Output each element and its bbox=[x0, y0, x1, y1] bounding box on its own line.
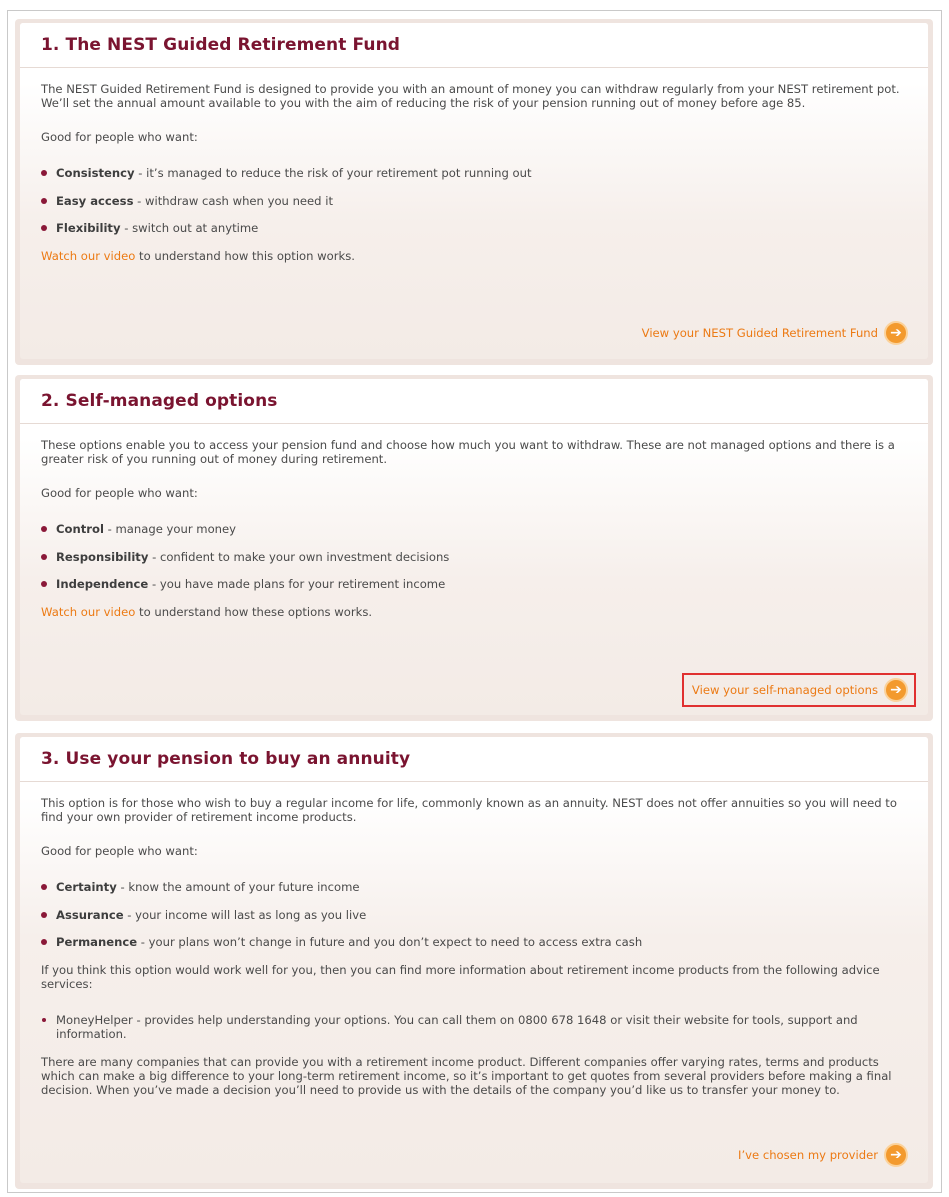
arrow-right-icon: ➔ bbox=[884, 321, 908, 345]
good-for-label: Good for people who want: bbox=[41, 130, 198, 144]
good-for-label: Good for people who want: bbox=[41, 844, 198, 858]
card-body bbox=[20, 782, 928, 1097]
benefits-list bbox=[41, 880, 907, 949]
benefit-text: - your plans won’t change in future and you don’t expect to need to access extra cash bbox=[137, 935, 643, 949]
page-frame bbox=[7, 10, 942, 1193]
card-title: 2. Self-managed options bbox=[41, 391, 278, 411]
companies-text: There are many companies that can provide you with a retirement income product. Different companies offer varying rates, terms and products which can make a big difference to your long-term retirement income, so it’s important to get quotes from several providers before making a final decision. When you’ve made a decision you’ll need to provide us with the details of the company you’d like us to transfer your money to. bbox=[41, 1055, 892, 1097]
benefit-term: Independence bbox=[56, 577, 149, 591]
watch-video-link[interactable]: Watch our video bbox=[41, 249, 136, 263]
list-item bbox=[41, 908, 907, 922]
video-line bbox=[41, 605, 907, 619]
action-label: View your NEST Guided Retirement Fund bbox=[641, 326, 878, 340]
benefit-term: Flexibility bbox=[56, 221, 121, 235]
view-self-managed-button[interactable] bbox=[684, 675, 914, 705]
card-header bbox=[20, 379, 928, 424]
card-body bbox=[20, 424, 928, 619]
card-panel bbox=[20, 737, 928, 1183]
card-self-managed-options bbox=[15, 375, 933, 721]
action-label: I’ve chosen my provider bbox=[738, 1148, 878, 1162]
list-item bbox=[41, 880, 907, 894]
advice-intro: If you think this option would work well for you, then you can find more information about retirement income products from the following advice services: bbox=[41, 963, 880, 991]
benefit-text: - your income will last as long as you live bbox=[123, 907, 367, 922]
arrow-right-icon: ➔ bbox=[884, 1143, 908, 1167]
video-line-text: to understand how this option works. bbox=[135, 249, 355, 263]
list-item: MoneyHelper - provides help understanding your options. You can call them on 0800 678 1648 or visit their website for tools, support and information. bbox=[41, 1013, 907, 1041]
card-intro: This option is for those who wish to buy a regular income for life, commonly known as an annuity. NEST does not offer annuities so you will need to find your own provider of retirement income products. bbox=[41, 796, 897, 824]
benefit-term: Assurance bbox=[56, 907, 124, 922]
card-panel bbox=[20, 23, 928, 359]
benefit-text: - it’s managed to reduce the risk of your retirement pot running out bbox=[134, 166, 532, 180]
list-item bbox=[41, 577, 907, 591]
chosen-provider-button[interactable] bbox=[738, 1143, 908, 1167]
benefits-list bbox=[41, 522, 907, 591]
card-annuity bbox=[15, 733, 933, 1189]
card-title: 3. Use your pension to buy an annuity bbox=[41, 749, 411, 769]
benefit-term: Responsibility bbox=[56, 549, 149, 564]
benefit-term: Control bbox=[56, 522, 104, 536]
benefits-list bbox=[41, 166, 907, 235]
list-item bbox=[41, 194, 907, 208]
watch-video-link[interactable]: Watch our video bbox=[41, 605, 136, 619]
benefit-term: Consistency bbox=[56, 166, 135, 180]
card-header bbox=[20, 737, 928, 782]
list-item bbox=[41, 221, 907, 235]
list-item bbox=[41, 166, 907, 180]
card-header bbox=[20, 23, 928, 68]
good-for-label: Good for people who want: bbox=[41, 486, 198, 500]
benefit-text: - you have made plans for your retirement income bbox=[148, 577, 446, 591]
benefit-text: - know the amount of your future income bbox=[116, 880, 360, 894]
benefit-text: - switch out at anytime bbox=[120, 221, 259, 235]
video-line bbox=[41, 249, 907, 263]
video-line-text: to understand how these options works. bbox=[135, 605, 373, 619]
card-panel bbox=[20, 379, 928, 715]
list-item bbox=[41, 550, 907, 564]
benefit-term: Certainty bbox=[56, 880, 117, 894]
benefit-text: - confident to make your own investment decisions bbox=[148, 549, 450, 564]
benefit-term: Permanence bbox=[56, 935, 138, 949]
card-intro: These options enable you to access your pension fund and choose how much you want to withdraw. These are not managed options and there is a greater risk of you running out of money during retirement. bbox=[41, 438, 895, 466]
card-intro: The NEST Guided Retirement Fund is designed to provide you with an amount of money you can withdraw regularly from your NEST retirement pot. We’ll set the annual amount available to you with the aim of reducing the risk of your pension running out of money before age 85. bbox=[41, 82, 900, 110]
card-title: 1. The NEST Guided Retirement Fund bbox=[41, 35, 401, 55]
card-body bbox=[20, 68, 928, 263]
benefit-text: - withdraw cash when you need it bbox=[133, 193, 333, 208]
advice-services-list bbox=[41, 1013, 907, 1041]
list-item bbox=[41, 935, 907, 949]
benefit-term: Easy access bbox=[56, 193, 134, 208]
arrow-right-icon: ➔ bbox=[884, 678, 908, 702]
card-guided-retirement-fund bbox=[15, 19, 933, 365]
view-guided-fund-button[interactable] bbox=[642, 321, 908, 345]
list-item bbox=[41, 522, 907, 536]
action-label: View your self-managed options bbox=[691, 683, 878, 697]
benefit-text: - manage your money bbox=[103, 522, 237, 536]
